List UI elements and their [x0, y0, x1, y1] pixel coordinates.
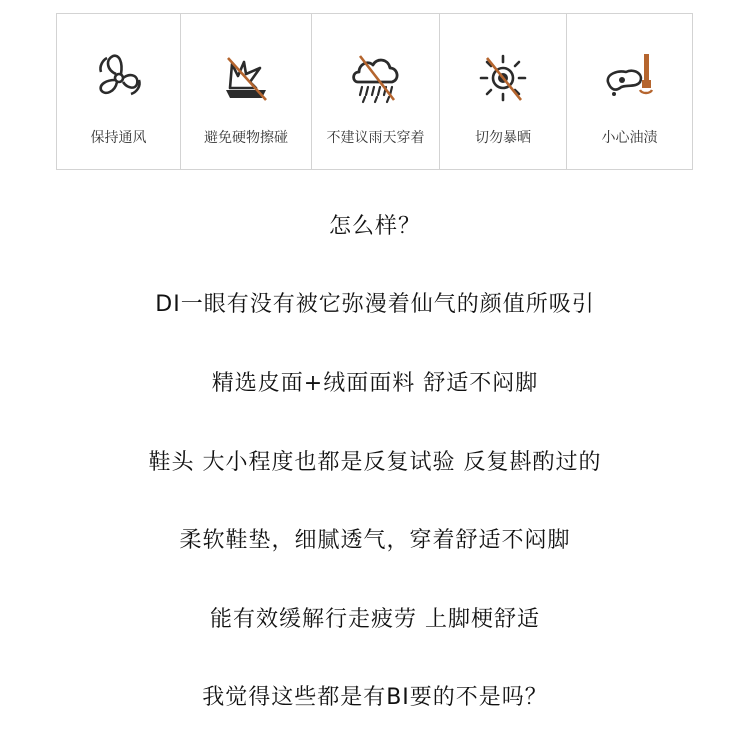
no-sun-icon: [473, 50, 533, 106]
care-label: 避免硬物擦碰: [204, 130, 288, 146]
description-line: 怎么样？: [328, 214, 421, 239]
care-label: 切勿暴晒: [475, 130, 531, 146]
description-line: 能有效缓解行走疲劳 上脚梗舒适: [210, 607, 540, 632]
description-line: 精选皮面+绒面面料 舒适不闷脚: [211, 371, 539, 396]
description-line: 鞋头 大小程度也都是反复试验 反复斟酌过的: [148, 450, 602, 475]
care-instructions-strip: [56, 13, 693, 170]
care-label: 小心油渍: [601, 130, 658, 146]
care-item-no-collision: [181, 14, 312, 169]
care-label: 不建议雨天穿着: [326, 130, 425, 146]
description-line: DI一眼有没有被它弥漫着仙气的颜值所吸引: [155, 292, 595, 317]
care-item-no-sun: [440, 14, 567, 169]
care-item-no-rain: [312, 14, 440, 169]
no-rain-icon: [346, 50, 406, 106]
no-collision-icon: [216, 50, 276, 106]
care-item-ventilation: [57, 14, 181, 169]
description-line: 柔软鞋垫，细腻透气，穿着舒适不闷脚: [179, 528, 571, 553]
care-item-oil-stain: [567, 14, 692, 169]
fan-icon: [89, 50, 149, 106]
description-line: 我觉得这些都是有BI要的不是吗？: [202, 685, 548, 710]
oil-stain-icon: [600, 50, 660, 106]
care-label: 保持通风: [90, 130, 147, 146]
